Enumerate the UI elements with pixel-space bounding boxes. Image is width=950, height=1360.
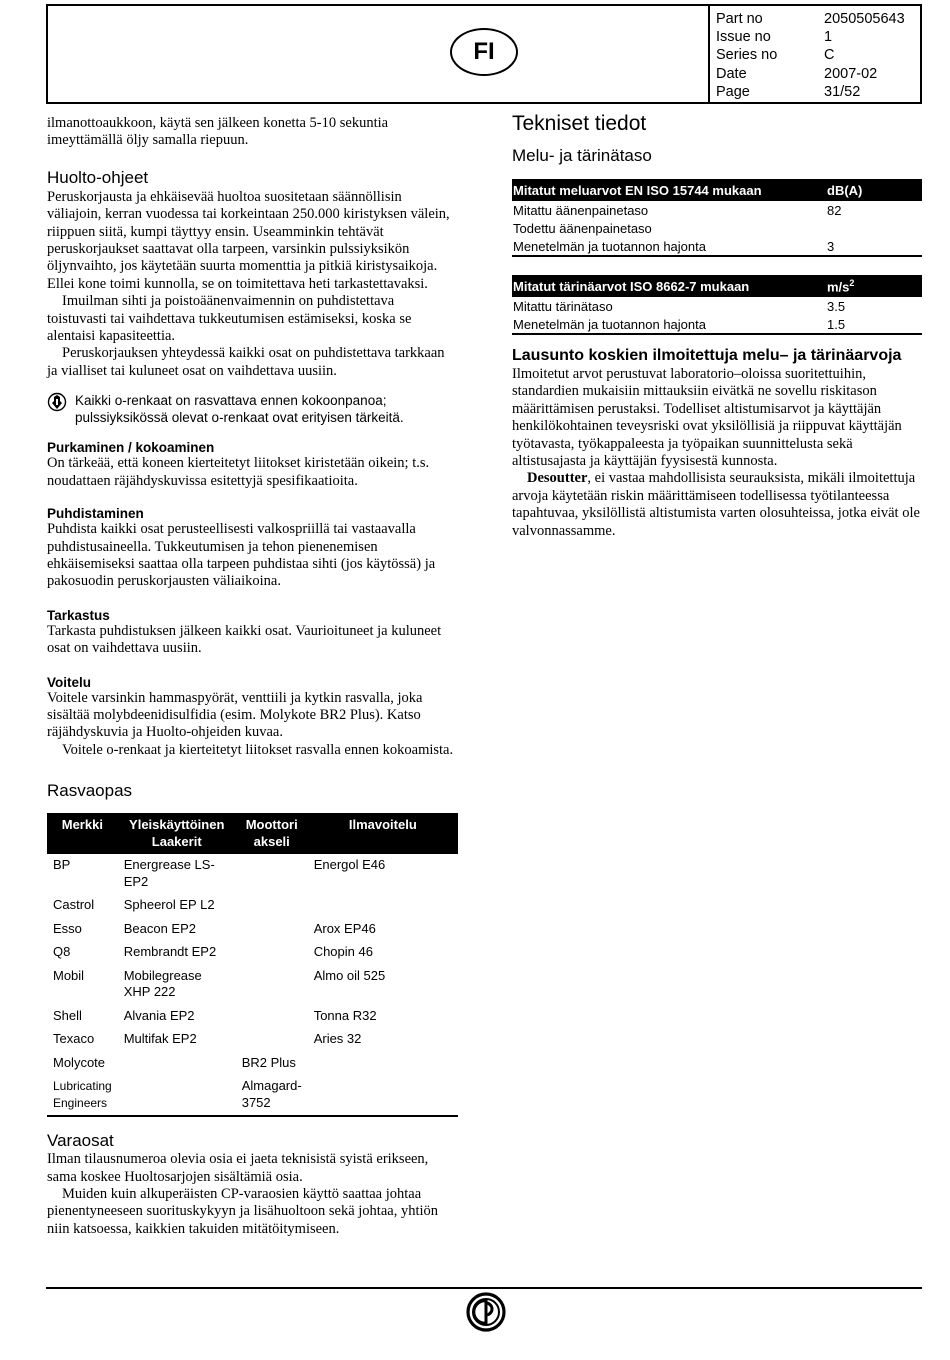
table-cell: Texaco [53, 1031, 95, 1047]
service-paragraph-3: Peruskorjauksen yhteydessä kaikki osat on puhdistettava tarkkaan ja vialliset tai kuluneet osat on vaihdettava uusiin. [47, 345, 445, 379]
page-header [46, 4, 922, 104]
table-cell: Menetelmän ja tuotannon hajonta [512, 237, 826, 256]
statement-paragraph-1: Ilmoitetut arvot perustuvat laboratorio–oloissa suoritettuihin, standardien mukaisiin mittauksiin eivätkä ne sovellu riskitason määrittämisen perustaksi. Todelliset altistumisarvot ja käyttäjän henkilökohtainen teveysriski ovat yksilöllisiä ja riippuvat käyttäjän työtavasta, työkappaleesta ja työpaikan suunnittelusta sekä altistusajasta ja käyttäjän fyysisestä kunnosta. [512, 366, 902, 470]
table-row [512, 237, 922, 256]
parts-title: Varaosat [47, 1131, 114, 1151]
table-cell: Spheerol EP L2 [123, 897, 215, 913]
disassembly-title: Purkaminen / kokoaminen [47, 440, 215, 456]
table-cell: Beacon EP2 [123, 920, 196, 936]
table-cell [236, 918, 308, 942]
info-icon [47, 392, 75, 426]
table-cell [118, 1075, 236, 1116]
table-cell: 1.5 [826, 315, 922, 334]
grease-table [47, 813, 458, 1117]
table-cell: Energrease LS-EP2 [123, 857, 215, 889]
inspection-title: Tarkastus [47, 607, 110, 623]
table-cell: 3.5 [827, 298, 846, 314]
cp-logo-icon [466, 1292, 506, 1337]
vibration-header-unit [826, 275, 922, 297]
table-cell: Mitattu tärinätaso [513, 298, 613, 314]
statement-paragraph-2 [512, 470, 922, 540]
grease-header-general: Yleiskäyttöinen Laakerit [118, 813, 236, 854]
vibration-unit-exponent: 2 [849, 277, 855, 288]
vibration-table [512, 275, 922, 335]
table-cell: Mobil [53, 967, 85, 983]
header-divider [708, 6, 710, 102]
cleaning-text: Puhdista kaikki osat perusteellisesti valkospriillä tai vastaavalla puhdistusaineella. Tukkeutumisen ja tehon pienenemisen ehkäisemiseksi saattaa olla tarpeen puhdistaa sihti (jos käytössä) ja pakosuodin peruskorjausten väliaikoina. [47, 521, 436, 590]
table-cell [236, 965, 308, 1005]
meta-label: Series no [716, 47, 778, 64]
table-cell: BR2 Plus [241, 1054, 296, 1070]
service-title: Huolto-ohjeet [47, 167, 149, 187]
cleaning-title: Puhdistaminen [47, 506, 144, 522]
table-row [512, 219, 922, 237]
document-meta [716, 10, 905, 101]
noise-header-unit: dB(A) [826, 179, 922, 201]
table-cell: Shell [53, 1007, 82, 1023]
table-cell: Mobilegrease XHP 222 [123, 967, 202, 1000]
note-text: Kaikki o-renkaat on rasvattava ennen kokoonpanoa; pulssiyksikössä olevat o-renkaat ovat erityisen tärkeitä. [75, 393, 404, 426]
service-paragraph-1: Peruskorjausta ja ehkäisevää huoltoa suositetaan säännöllisin väliajoin, kerran vuodessa tai korkeintaan 250.000 kiristyksen välein, riippuen siitä, kumpi täyttyy ensin. Useamminkin tehtävät peruskorjaukset saattavat olla tarpeen, varsinkin pulssiyksikön öljynvaihto, jos käytetään suurta momenttia ja pitkiä kiristysaikoja. Ellei kone toimi kunnolla, se on toimitettava heti tarkastettavaksi. [47, 188, 450, 292]
table-cell: Esso [53, 920, 82, 936]
company-name: Desoutter [527, 470, 588, 487]
grease-table-header [47, 813, 458, 854]
table-row [47, 1075, 458, 1116]
table-cell: Molycote [53, 1054, 106, 1070]
table-cell [308, 1075, 458, 1116]
meta-value: 31/52 [824, 83, 861, 100]
meta-label: Date [716, 65, 747, 82]
table-cell: BP [53, 857, 71, 873]
technical-title: Tekniset tiedot [512, 112, 647, 135]
service-paragraph-2: Imuilman sihti ja poistoäänenvaimennin on puhdistettava toistuvasti tai vaihdettava tukkeutumisen estämiseksi, koska se alentaisi kapasiteettia. [47, 293, 412, 345]
meta-row-issue [716, 28, 905, 46]
table-cell: Q8 [53, 944, 71, 960]
parts-paragraph-2: Muiden kuin alkuperäisten CP-varaosien käyttö saattaa johtaa pienentyneeseen suorituskykyyn ja lisähuoltoon sekä johtaa, yhtiön niin katsoessa, kaikkien takuiden mitätöitymiseen. [47, 1185, 439, 1237]
meta-row-series [716, 46, 905, 64]
table-cell: Energol E46 [313, 857, 386, 873]
table-cell: Almo oil 525 [313, 967, 386, 983]
table-row [47, 1052, 458, 1076]
table-row [47, 854, 458, 894]
meta-value: C [824, 47, 835, 64]
table-row [47, 941, 458, 965]
language-badge: FI [450, 28, 518, 76]
table-cell: 3 [826, 237, 922, 256]
parts-paragraph-1: Ilman tilausnumeroa olevia osia ei jaeta teknisistä syistä erikseen, sama koskee Huoltosarjojen sisältämiä osia. [47, 1151, 429, 1185]
table-cell: Almagard-3752 [236, 1075, 308, 1116]
meta-label: Page [716, 83, 750, 100]
table-cell: Todettu äänenpainetaso [513, 220, 652, 236]
table-row [47, 918, 458, 942]
meta-label: Issue no [716, 29, 771, 46]
meta-value: 1 [824, 29, 833, 46]
meta-label: Part no [716, 11, 763, 27]
table-cell: Aries 32 [313, 1031, 362, 1047]
table-cell: 82 [827, 202, 842, 218]
meta-value: 2050505643 [824, 11, 905, 27]
table-row [47, 965, 458, 1005]
grease-title: Rasvaopas [47, 781, 133, 801]
table-row [512, 201, 922, 219]
noise-header-label: Mitatut meluarvot EN ISO 15744 mukaan [512, 179, 826, 201]
table-cell [236, 1005, 308, 1029]
table-cell [236, 854, 308, 894]
lubrication-paragraph-2: Voitele o-renkaat ja kierteitetyt liitokset rasvalla ennen kokoamista. [62, 741, 454, 758]
left-column [47, 115, 457, 1238]
table-cell [308, 1052, 458, 1076]
table-cell: Tonna R32 [313, 1007, 377, 1023]
meta-row-page [716, 83, 905, 101]
intro-paragraph: ilmanottoaukkoon, käytä sen jälkeen konetta 5-10 sekuntia imeyttämällä öljy samalla riepuun. [47, 115, 389, 149]
table-cell: Chopin 46 [313, 944, 373, 960]
table-cell: Multifak EP2 [123, 1031, 197, 1047]
meta-row-date [716, 65, 905, 83]
meta-row-part [716, 10, 905, 28]
table-cell: Menetelmän ja tuotannon hajonta [512, 315, 826, 334]
table-row [47, 1028, 458, 1052]
table-cell: Mitattu äänenpainetaso [513, 202, 649, 218]
table-cell [308, 894, 458, 918]
vibration-header-label: Mitatut tärinäarvot ISO 8662-7 mukaan [512, 275, 826, 297]
grease-header-air: Ilmavoitelu [308, 813, 458, 854]
vibration-table-header [512, 275, 922, 297]
lubrication-paragraph-1: Voitele varsinkin hammaspyörät, venttiili ja kytkin rasvalla, joka sisältää molybdeenidisulfidia (esim. Molykote BR2 Plus). Katso räjähdyskuvia ja Huolto-ohjeiden kuvaa. [47, 689, 423, 741]
table-cell [236, 941, 308, 965]
table-row [47, 1005, 458, 1029]
table-cell [826, 219, 922, 237]
meta-value: 2007-02 [824, 65, 878, 82]
grease-header-motor: Moottori akseli [236, 813, 308, 854]
vibration-unit: m/s [827, 279, 850, 295]
table-cell [236, 1028, 308, 1052]
right-column [512, 112, 922, 540]
table-cell: Rembrandt EP2 [123, 944, 217, 960]
note-box [47, 392, 457, 426]
grease-header-brand: Merkki [47, 813, 118, 854]
table-row [512, 297, 922, 315]
statement-title: Lausunto koskien ilmoitettuja melu– ja tärinäarvoja [512, 347, 902, 364]
footer-rule [46, 1287, 922, 1289]
noise-table [512, 179, 922, 257]
noise-vibration-subtitle: Melu- ja tärinätaso [512, 146, 652, 165]
statement-paragraph-2-text: , ei vastaa mahdollisista seurauksista, mikäli ilmoitettuja arvoja käytetään riskin määrittämiseen todellisessa työtilanteessa tapahtuvaa, yksilöllistä altistumista varten olosuhteissa, jotka eivät ole valvonnassamme. [512, 470, 920, 539]
table-cell: Lubricating Engineers [47, 1075, 118, 1116]
disassembly-text: On tärkeää, että koneen kierteitetyt liitokset kiristetään oikein; t.s. noudattaen räjähdyskuvissa esitettyjä spesifikaatioita. [47, 455, 430, 489]
table-cell [236, 894, 308, 918]
inspection-text: Tarkasta puhdistuksen jälkeen kaikki osat. Vaurioituneet ja kuluneet osat on vaihdettava uusiin. [47, 622, 442, 657]
lubrication-title: Voitelu [47, 674, 92, 690]
table-row [47, 894, 458, 918]
table-cell: Arox EP46 [313, 920, 376, 936]
table-row [512, 315, 922, 334]
noise-table-header [512, 179, 922, 201]
table-cell: Alvania EP2 [123, 1007, 195, 1023]
table-cell [118, 1052, 236, 1076]
table-cell: Castrol [53, 897, 95, 913]
